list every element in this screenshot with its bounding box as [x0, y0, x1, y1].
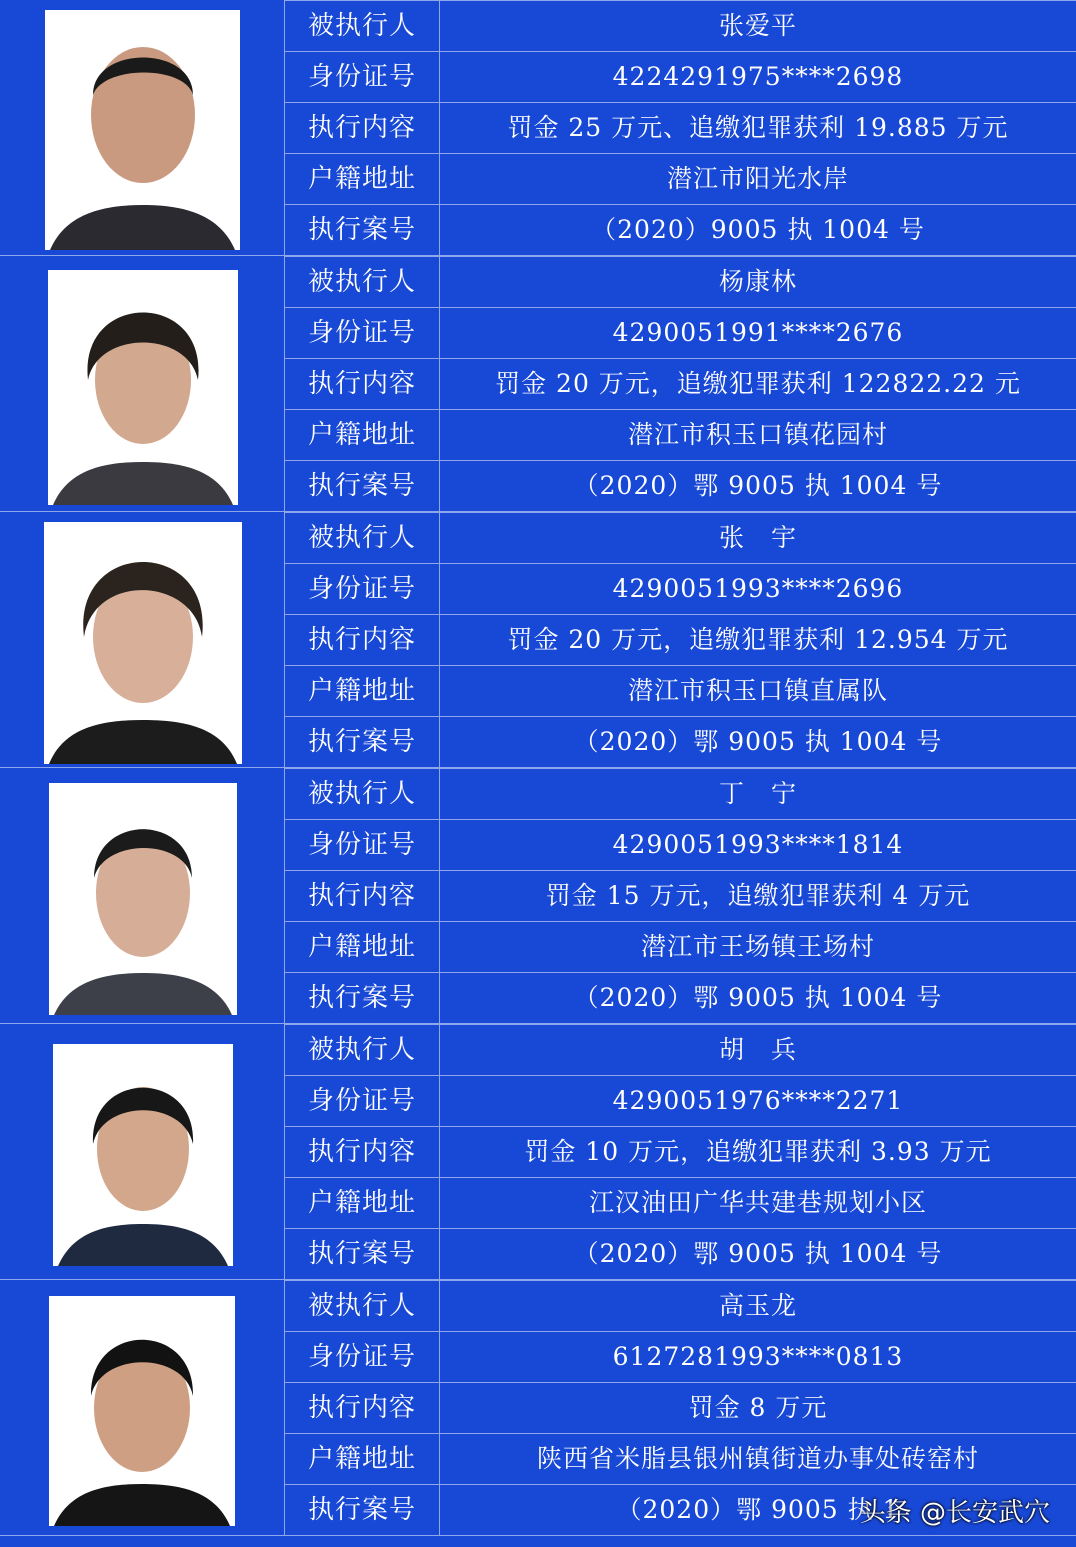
field-label: 户籍地址 — [285, 154, 440, 204]
field-row-content — [285, 614, 1076, 665]
field-value: 陕西省米脂县银州镇街道办事处砖窑村 — [536, 1444, 979, 1473]
field-label: 身份证号 — [285, 52, 440, 102]
photo-cell — [0, 1024, 285, 1279]
portrait-photo — [53, 1044, 233, 1266]
field-label: 执行内容 — [285, 1127, 440, 1177]
field-label: 被执行人 — [285, 257, 440, 307]
field-value: 4290051991****2676 — [612, 318, 904, 347]
portrait-photo — [44, 522, 242, 764]
field-value: 潜江市积玉口镇花园村 — [627, 420, 888, 449]
field-row-name — [285, 1024, 1076, 1075]
field-label: 执行案号 — [285, 461, 440, 511]
record — [0, 768, 1076, 1024]
field-value: 潜江市王场镇王场村 — [640, 932, 875, 961]
field-label: 执行内容 — [285, 871, 440, 921]
field-row-content — [285, 358, 1076, 409]
field-row-case — [285, 460, 1076, 511]
field-label: 身份证号 — [285, 308, 440, 358]
field-label: 执行内容 — [285, 1383, 440, 1433]
field-label: 被执行人 — [285, 1025, 440, 1075]
field-label: 身份证号 — [285, 1332, 440, 1382]
field-label: 户籍地址 — [285, 1434, 440, 1484]
field-value: 高玉龙 — [718, 1291, 797, 1320]
portrait-icon — [44, 522, 242, 764]
field-value: 张 宇 — [718, 523, 797, 552]
field-value: 罚金 25 万元、追缴犯罪获利 19.885 万元 — [507, 113, 1009, 142]
field-value: 罚金 15 万元，追缴犯罪获利 4 万元 — [545, 881, 971, 910]
field-row-name — [285, 256, 1076, 307]
field-row-content — [285, 1382, 1076, 1433]
portrait-icon — [49, 1296, 235, 1526]
field-row-content — [285, 102, 1076, 153]
field-label: 被执行人 — [285, 1, 440, 51]
field-value: （2020）鄂 9005 执 1004 号 — [573, 727, 943, 756]
field-label: 被执行人 — [285, 513, 440, 563]
field-label: 被执行人 — [285, 1281, 440, 1331]
portrait-photo — [49, 783, 237, 1015]
portrait-icon — [49, 783, 237, 1015]
photo-cell — [0, 0, 285, 255]
record — [0, 0, 1076, 256]
record — [0, 256, 1076, 512]
portrait-photo — [48, 270, 238, 505]
field-row-id — [285, 1331, 1076, 1382]
field-row-address — [285, 921, 1076, 972]
field-value: 罚金 20 万元，追缴犯罪获利 12.954 万元 — [507, 625, 1009, 654]
field-value: 6127281993****0813 — [612, 1342, 904, 1371]
field-row-id — [285, 307, 1076, 358]
portrait-photo — [49, 1296, 235, 1526]
field-row-case — [285, 204, 1076, 255]
portrait-icon — [48, 270, 238, 505]
field-row-case — [285, 716, 1076, 767]
portrait-photo — [45, 10, 240, 250]
field-label: 户籍地址 — [285, 410, 440, 460]
field-label: 执行案号 — [285, 973, 440, 1023]
field-row-address — [285, 409, 1076, 460]
field-value: （2020）鄂 9005 执 1 — [616, 1495, 900, 1524]
record — [0, 1024, 1076, 1280]
photo-cell — [0, 512, 285, 767]
portrait-icon — [53, 1044, 233, 1266]
field-row-address — [285, 1177, 1076, 1228]
field-row-address — [285, 153, 1076, 204]
field-value: 4290051993****1814 — [612, 830, 904, 859]
field-row-case — [285, 972, 1076, 1023]
field-value: （2020）鄂 9005 执 1004 号 — [573, 1239, 943, 1268]
field-row-name — [285, 1280, 1076, 1331]
field-row-name — [285, 768, 1076, 819]
field-row-id — [285, 51, 1076, 102]
field-row-content — [285, 1126, 1076, 1177]
photo-cell — [0, 768, 285, 1023]
field-row-address — [285, 665, 1076, 716]
field-value: 4290051976****2271 — [612, 1086, 904, 1115]
field-label: 执行内容 — [285, 615, 440, 665]
field-label: 被执行人 — [285, 769, 440, 819]
field-label: 户籍地址 — [285, 666, 440, 716]
field-value: 江汉油田广华共建巷规划小区 — [588, 1188, 927, 1217]
field-label: 户籍地址 — [285, 1178, 440, 1228]
field-label: 执行案号 — [285, 1229, 440, 1279]
field-row-content — [285, 870, 1076, 921]
field-value: 4290051993****2696 — [612, 574, 904, 603]
field-label: 户籍地址 — [285, 922, 440, 972]
field-row-name — [285, 0, 1076, 51]
field-value: （2020）鄂 9005 执 1004 号 — [573, 471, 943, 500]
field-value: 潜江市积玉口镇直属队 — [627, 676, 888, 705]
field-label: 执行案号 — [285, 205, 440, 255]
portrait-icon — [45, 10, 240, 250]
field-value: 4224291975****2698 — [612, 62, 904, 91]
field-value: 罚金 8 万元 — [688, 1393, 828, 1422]
field-label: 执行案号 — [285, 1485, 440, 1535]
field-label: 身份证号 — [285, 1076, 440, 1126]
field-value: 潜江市阳光水岸 — [666, 164, 849, 193]
field-value: 罚金 20 万元，追缴犯罪获利 122822.22 元 — [495, 369, 1021, 398]
field-label: 身份证号 — [285, 564, 440, 614]
photo-cell — [0, 256, 285, 511]
field-row-case — [285, 1228, 1076, 1279]
field-label: 身份证号 — [285, 820, 440, 870]
field-value: 罚金 10 万元，追缴犯罪获利 3.93 万元 — [524, 1137, 992, 1166]
field-label: 执行内容 — [285, 103, 440, 153]
field-value: （2020）9005 执 1004 号 — [591, 215, 925, 244]
field-value: 杨康林 — [718, 267, 797, 296]
field-label: 执行案号 — [285, 717, 440, 767]
field-row-id — [285, 563, 1076, 614]
field-value: 胡 兵 — [718, 1035, 797, 1064]
photo-cell — [0, 1280, 285, 1535]
field-row-address — [285, 1433, 1076, 1484]
field-row-id — [285, 819, 1076, 870]
source-watermark: 头条 @长安武穴 — [859, 1498, 1050, 1528]
field-label: 执行内容 — [285, 359, 440, 409]
field-row-id — [285, 1075, 1076, 1126]
field-value: 张爱平 — [718, 11, 797, 40]
record — [0, 512, 1076, 768]
field-row-name — [285, 512, 1076, 563]
field-value: 丁 宁 — [718, 779, 797, 808]
field-value: （2020）鄂 9005 执 1004 号 — [573, 983, 943, 1012]
